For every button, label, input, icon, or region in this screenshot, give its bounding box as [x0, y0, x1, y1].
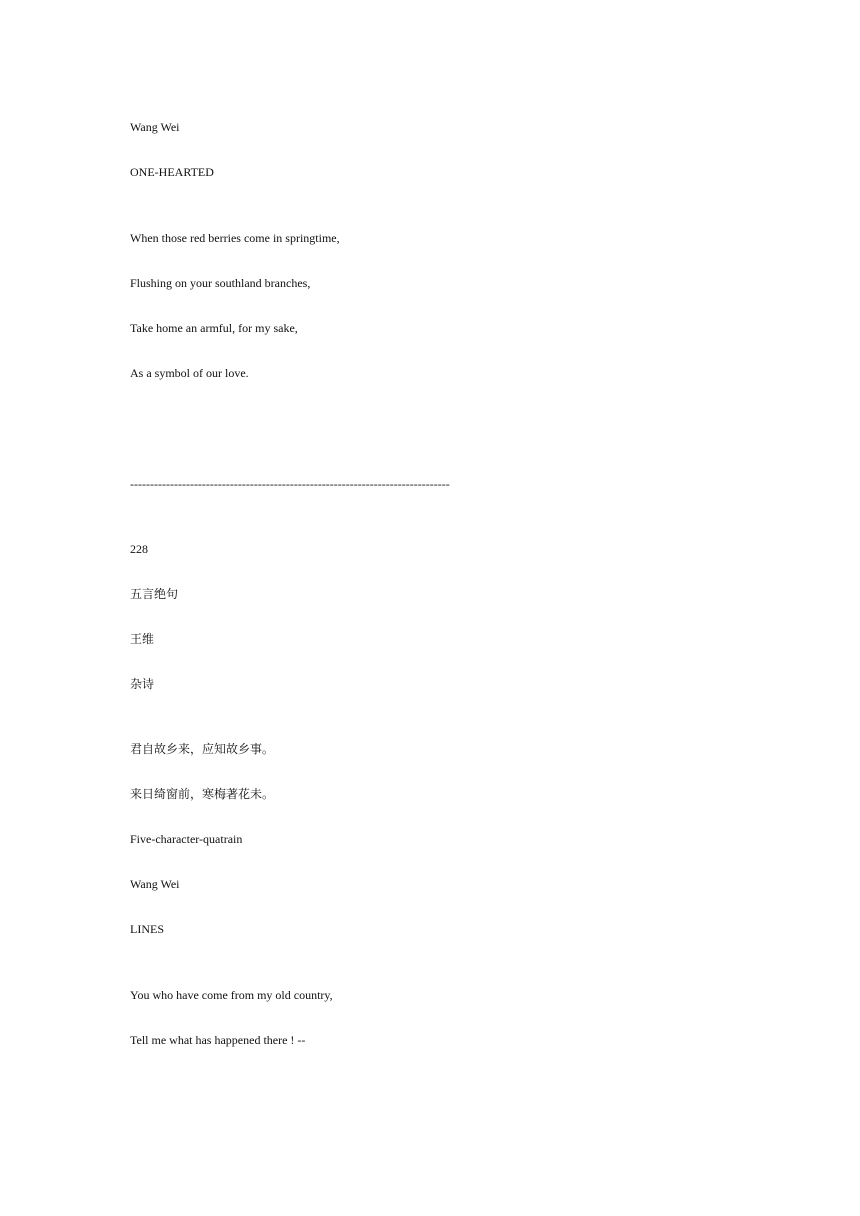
poem-line: Flushing on your southland branches,: [130, 276, 311, 290]
poem-title-chinese: 杂诗: [130, 677, 155, 691]
poem-title: ONE-HEARTED: [130, 165, 214, 179]
separator-line: --------------------------------------------------------------------------------: [130, 477, 450, 491]
poem-form-english: Five-character-quatrain: [130, 832, 243, 846]
poem-line-chinese: 君自故乡来，应知故乡事。: [130, 742, 275, 756]
poem-author: Wang Wei: [130, 120, 180, 134]
poem-line: As a symbol of our love.: [130, 366, 249, 380]
poem-line: Take home an armful, for my sake,: [130, 321, 298, 335]
poem-form-chinese: 五言绝句: [130, 587, 179, 601]
poem-line: You who have come from my old country,: [130, 988, 333, 1002]
poem-author-chinese: 王维: [130, 632, 155, 646]
poem-line: When those red berries come in springtime,: [130, 231, 340, 245]
poem-number: 228: [130, 542, 148, 556]
poem-author-english: Wang Wei: [130, 877, 180, 891]
poem-line-chinese: 来日绮窗前，寒梅著花未。: [130, 787, 275, 801]
poem-line: Tell me what has happened there ! --: [130, 1033, 306, 1047]
poem-title-english: LINES: [130, 922, 164, 936]
